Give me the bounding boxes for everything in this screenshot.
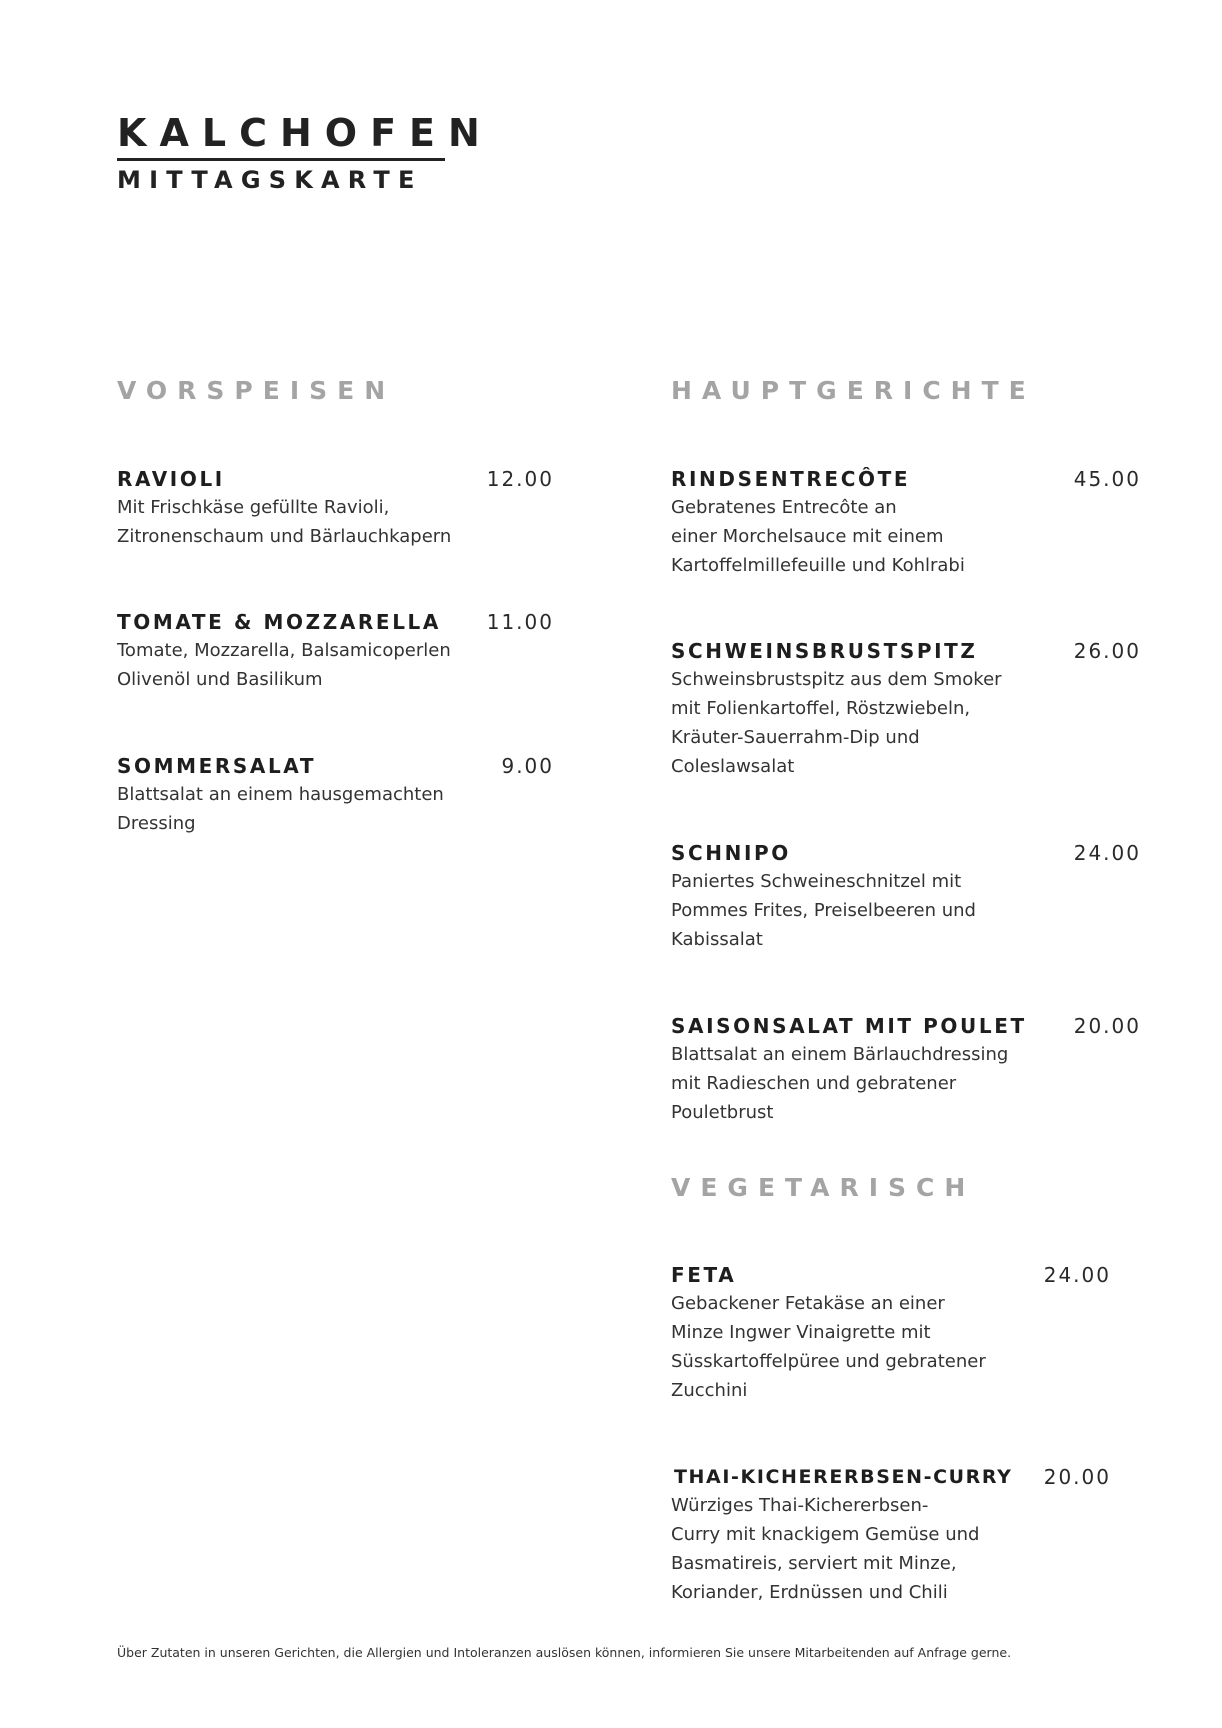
item-description [671,493,1141,580]
menu-item-sommersalat [117,753,554,838]
item-description [117,493,554,551]
item-name: RINDSENTRECÔTE [671,467,911,491]
item-description [671,665,1141,781]
description-line: Zitronenschaum und Bärlauchkapern [117,526,452,547]
item-price: 20.00 [1043,1465,1111,1489]
menu-item-schnipo [671,840,1141,954]
item-price: 24.00 [1073,841,1141,865]
description-line: Tomate, Mozzarella, Balsamicoperlen [117,640,451,661]
menu-item-rindsentrecote [671,466,1141,580]
description-line: Gebratenes Entrecôte an [671,497,897,518]
item-price: 45.00 [1073,467,1141,491]
description-line: Kabissalat [671,929,763,950]
description-line: Dressing [117,813,196,834]
menu-item-tomate-mozzarella [117,609,554,694]
item-description [671,1040,1141,1127]
item-description [117,636,554,694]
description-line: Mit Frischkäse gefüllte Ravioli, [117,497,390,518]
item-price: 20.00 [1073,1014,1141,1038]
item-price: 26.00 [1073,639,1141,663]
item-price: 12.00 [486,467,554,491]
item-name: RAVIOLI [117,467,225,491]
item-name: SCHWEINSBRUSTSPITZ [671,639,978,663]
menu-name: MITTAGSKARTE [117,166,423,194]
item-description [671,867,1141,954]
description-line: Curry mit knackigem Gemüse und [671,1524,980,1545]
menu-item-feta [671,1262,1111,1405]
item-description [117,780,554,838]
description-line: mit Folienkartoffel, Röstzwiebeln, [671,698,971,719]
item-name: FETA [671,1263,737,1287]
description-line: mit Radieschen und gebratener [671,1073,957,1094]
description-line: Olivenöl und Basilikum [117,669,323,690]
allergen-note: Über Zutaten in unseren Gerichten, die Allergien und Intoleranzen auslösen können, informieren Sie unsere Mitarbeitenden auf Anfrage gerne. [117,1645,1012,1660]
restaurant-name: KALCHOFEN [117,111,493,155]
item-description [671,1289,1111,1405]
item-name: TOMATE & MOZZARELLA [117,610,441,634]
item-name: SOMMERSALAT [117,754,317,778]
description-line: Schweinsbrustspitz aus dem Smoker [671,669,1002,690]
item-name: THAI-KICHERERBSEN-CURRY [674,1466,1013,1488]
description-line: Süsskartoffelpüree und gebratener [671,1351,986,1372]
description-line: Paniertes Schweineschnitzel mit [671,871,962,892]
menu-item-ravioli [117,466,554,551]
description-line: Pommes Frites, Preiselbeeren und [671,900,976,921]
description-line: Coleslawsalat [671,756,795,777]
description-line: Zucchini [671,1380,748,1401]
description-line: einer Morchelsauce mit einem [671,526,944,547]
description-line: Kräuter-Sauerrahm-Dip und [671,727,920,748]
brand-divider [117,158,445,161]
item-price: 24.00 [1043,1263,1111,1287]
menu-item-schweinsbrustspitz [671,638,1141,781]
description-line: Pouletbrust [671,1102,774,1123]
section-title-vegetarisch: VEGETARISCH [671,1173,976,1202]
item-description [671,1491,1111,1607]
description-line: Blattsalat an einem Bärlauchdressing [671,1044,1009,1065]
item-name: SCHNIPO [671,841,791,865]
item-name: SAISONSALAT MIT POULET [671,1014,1027,1038]
menu-item-thai-kichererbsen-curry [671,1464,1111,1607]
section-title-hauptgerichte: HAUPTGERICHTE [671,376,1036,405]
description-line: Minze Ingwer Vinaigrette mit [671,1322,931,1343]
description-line: Würziges Thai-Kichererbsen- [671,1495,929,1516]
description-line: Gebackener Fetakäse an einer [671,1293,945,1314]
item-price: 11.00 [486,610,554,634]
brand-header [117,111,493,195]
item-price: 9.00 [501,754,554,778]
description-line: Blattsalat an einem hausgemachten [117,784,444,805]
description-line: Basmatireis, serviert mit Minze, [671,1553,957,1574]
description-line: Koriander, Erdnüssen und Chili [671,1582,948,1603]
menu-item-saisonsalat-mit-poulet [671,1013,1141,1127]
description-line: Kartoffelmillefeuille und Kohlrabi [671,555,965,576]
section-title-vorspeisen: VORSPEISEN [117,376,396,405]
